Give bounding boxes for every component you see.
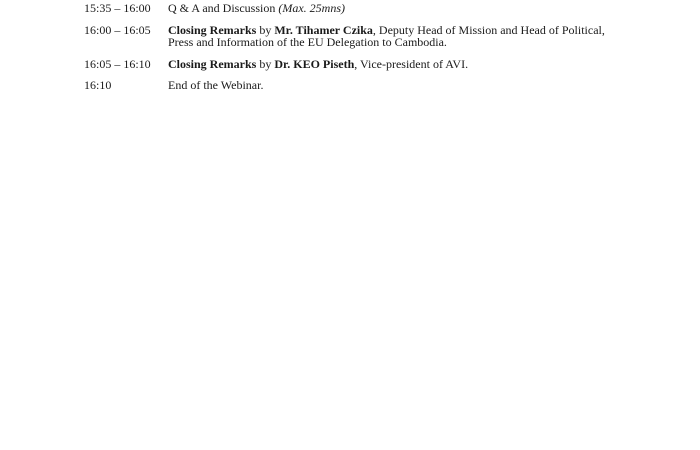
agenda-time: 15:35 – 16:00 [84,1,151,15]
agenda-time: 16:05 – 16:10 [84,56,151,71]
agenda-row-closing-remarks-avi [84,58,624,71]
agenda-description [168,58,608,71]
agenda-text-segment-bold: Mr. Tihamer Czika [274,22,373,37]
agenda-description [168,2,608,15]
agenda-text-segment: Q & A and Discussion [168,1,279,15]
agenda-list [84,2,624,92]
agenda-text-segment: End of the Webinar. [168,78,264,92]
agenda-time: 16:00 – 16:05 [84,22,151,37]
agenda-description [168,79,608,92]
agenda-text-segment-bold: Closing Remarks [168,56,257,71]
agenda-text-segment: , Vice-president of AVI. [354,56,469,71]
agenda-text-segment: by [256,22,275,37]
agenda-description [168,24,608,49]
agenda-text-segment-bold: Dr. KEO Piseth [274,56,355,71]
agenda-text-segment: , Deputy Head of Mission and Head of Political, Press and Information of the EU Delegation to Cambodia. [168,22,605,49]
agenda-row-closing-remarks-eu [84,24,624,49]
agenda-row-end [84,79,624,92]
agenda-text-segment: by [256,56,275,71]
agenda-row-qa [84,2,624,15]
agenda-time: 16:10 [84,78,112,92]
agenda-text-segment-italic: (Max. 25mns) [278,1,345,15]
agenda-text-segment-bold: Closing Remarks [168,22,257,37]
